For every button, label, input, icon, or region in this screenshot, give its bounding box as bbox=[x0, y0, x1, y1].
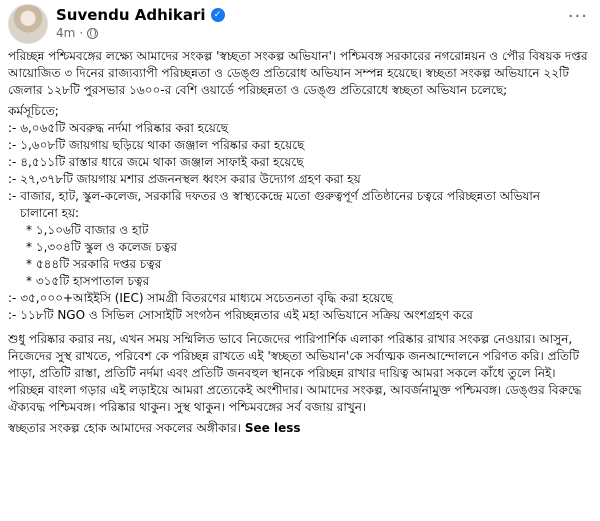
post-closing: শুধু পরিষ্কার করার নয়, এখন সময় সম্মিলিত ভাবে নিজেদের পারিপার্শিক এলাকা পরিষ্কার রাখার সংকল্প নেওয়ার। আসুন, নিজেদের সুস্থ রাখতে, পরিবেশ কে পরিচ্ছন্ন রাখতে এই 'স্বচ্ছতা অভিযান'কে সর্বাত্মক জনআন্দোলনে পরিণত করি। প্রতিটি পাড়া, প্রতিটি রাস্তা, প্রতিটি নর্দমা এবং প্রতিটি জনবহুল স্থানকে পরিচ্ছন্ন রাখার দায়িত্ব আমরা সকলে কাঁধে তুলে নিই। পরিচ্ছন্ন বাংলা গড়ার এই লড়াইয়ে আমরা প্রত্যেকেই অংশীদার। আমাদের সংকল্প, আবর্জনামুক্ত পশ্চিমবঙ্গ। ডেঙ্গুর বিরুদ্ধে ঐক্যবদ্ধ পশ্চিমবঙ্গ। পরিষ্কার থাকুন। সুস্থ থাকুন। পশ্চিমবঙ্গের সর্ব বজায় রাখুন। bbox=[8, 332, 582, 414]
post-header bbox=[8, 4, 592, 44]
author-name[interactable]: Suvendu Adhikari bbox=[56, 6, 206, 24]
program-heading: কর্মসূচিতে; bbox=[8, 104, 59, 118]
list-item: :- ৬,০৬৫টি অবরুদ্ধ নর্দমা পরিষ্কার করা হয়েছে bbox=[8, 121, 228, 135]
verified-badge-icon: ✓ bbox=[211, 8, 225, 22]
run-heading: চালানো হয়: bbox=[20, 206, 80, 220]
paragraph-gap bbox=[8, 324, 592, 331]
avatar[interactable] bbox=[8, 4, 48, 44]
sub-list-item: * ৫৪৪টি সরকারি দপ্তর চত্বর bbox=[26, 257, 162, 271]
list-item: :- ২৭,৩৭৮টি জায়গায় মশার প্রজননস্থল ধ্বংস করার উদ্যোগ গ্রহণ করা হয় bbox=[8, 172, 361, 186]
list-item: :- ১,৬০৮টি জায়গায় ছড়িয়ে থাকা জঞ্জাল পরিষ্কার করা হয়েছে bbox=[8, 138, 305, 152]
see-less-link[interactable]: See less bbox=[244, 421, 301, 435]
author-row bbox=[56, 6, 225, 24]
post-final-line bbox=[8, 420, 592, 437]
list-item: :- বাজার, হাট, স্কুল-কলেজ, সরকারি দফতর ও স্বাস্থ্যকেন্দ্রে মতো গুরুত্বপূর্ণ প্রতিষ্ঠানের চত্বরে পরিচ্ছন্নতা অভিযান bbox=[8, 189, 541, 203]
post-intro: পরিচ্ছন্ন পশ্চিমবঙ্গের লক্ষ্যে আমাদের সংকল্প 'স্বচ্ছতা সংকল্প অভিযান'। পশ্চিমবঙ্গ সরকারের নগরোন্নয়ন ও পৌর বিষয়ক দপ্তর আয়োজিত ৩ দিনের রাজ্যব্যাপী পরিচ্ছন্নতা ও ডেঙ্গু প্রতিরোধ অভিযান সম্পন্ন হয়েছে। স্বচ্ছতা সংকল্প অভিযানে ২২টি জেলার ১২৮টি পুরসভার ১৬০০-র বেশি ওয়ার্ডে পরিচ্ছন্নতা ও ডেঙ্গু প্রতিরোধে স্বচ্ছতা অভিযান চলেছে; bbox=[8, 49, 588, 97]
meta-separator: · bbox=[79, 26, 84, 40]
list-item: :- ৪,৫১১টি রাস্তার ধারে জমে থাকা জঞ্জাল সাফাই করা হয়েছে bbox=[8, 155, 304, 169]
more-options-button[interactable]: ··· bbox=[567, 6, 588, 27]
sub-list-item: * ৩১৫টি হাসপাতাল চত্বর bbox=[26, 274, 150, 288]
list-item: :- ৩৫,০০০+আইইসি (IEC) সামগ্রী বিতরণের মাধ্যমে সচেতনতা বৃদ্ধি করা হয়েছে bbox=[8, 291, 393, 305]
post-timestamp[interactable]: 4m bbox=[56, 26, 76, 40]
post-meta bbox=[56, 26, 98, 40]
sub-list-item: * ১,৩০৪টি স্কুল ও কলেজ চত্বর bbox=[26, 240, 177, 254]
globe-icon bbox=[87, 28, 98, 39]
final-text: স্বচ্ছতার সংকল্প হোক আমাদের সকলের অঙ্গীকার। bbox=[8, 421, 242, 435]
post-body bbox=[8, 48, 592, 437]
sub-list-item: * ১,১০৬টি বাজার ও হাট bbox=[26, 223, 149, 237]
list-item: :- ১১৮টি NGO ও সিভিল সোসাইটি সংগঠন পরিচ্ছন্নতার এই মহা অভিযানে সক্রিয় অংশগ্রহণ করে bbox=[8, 308, 473, 322]
